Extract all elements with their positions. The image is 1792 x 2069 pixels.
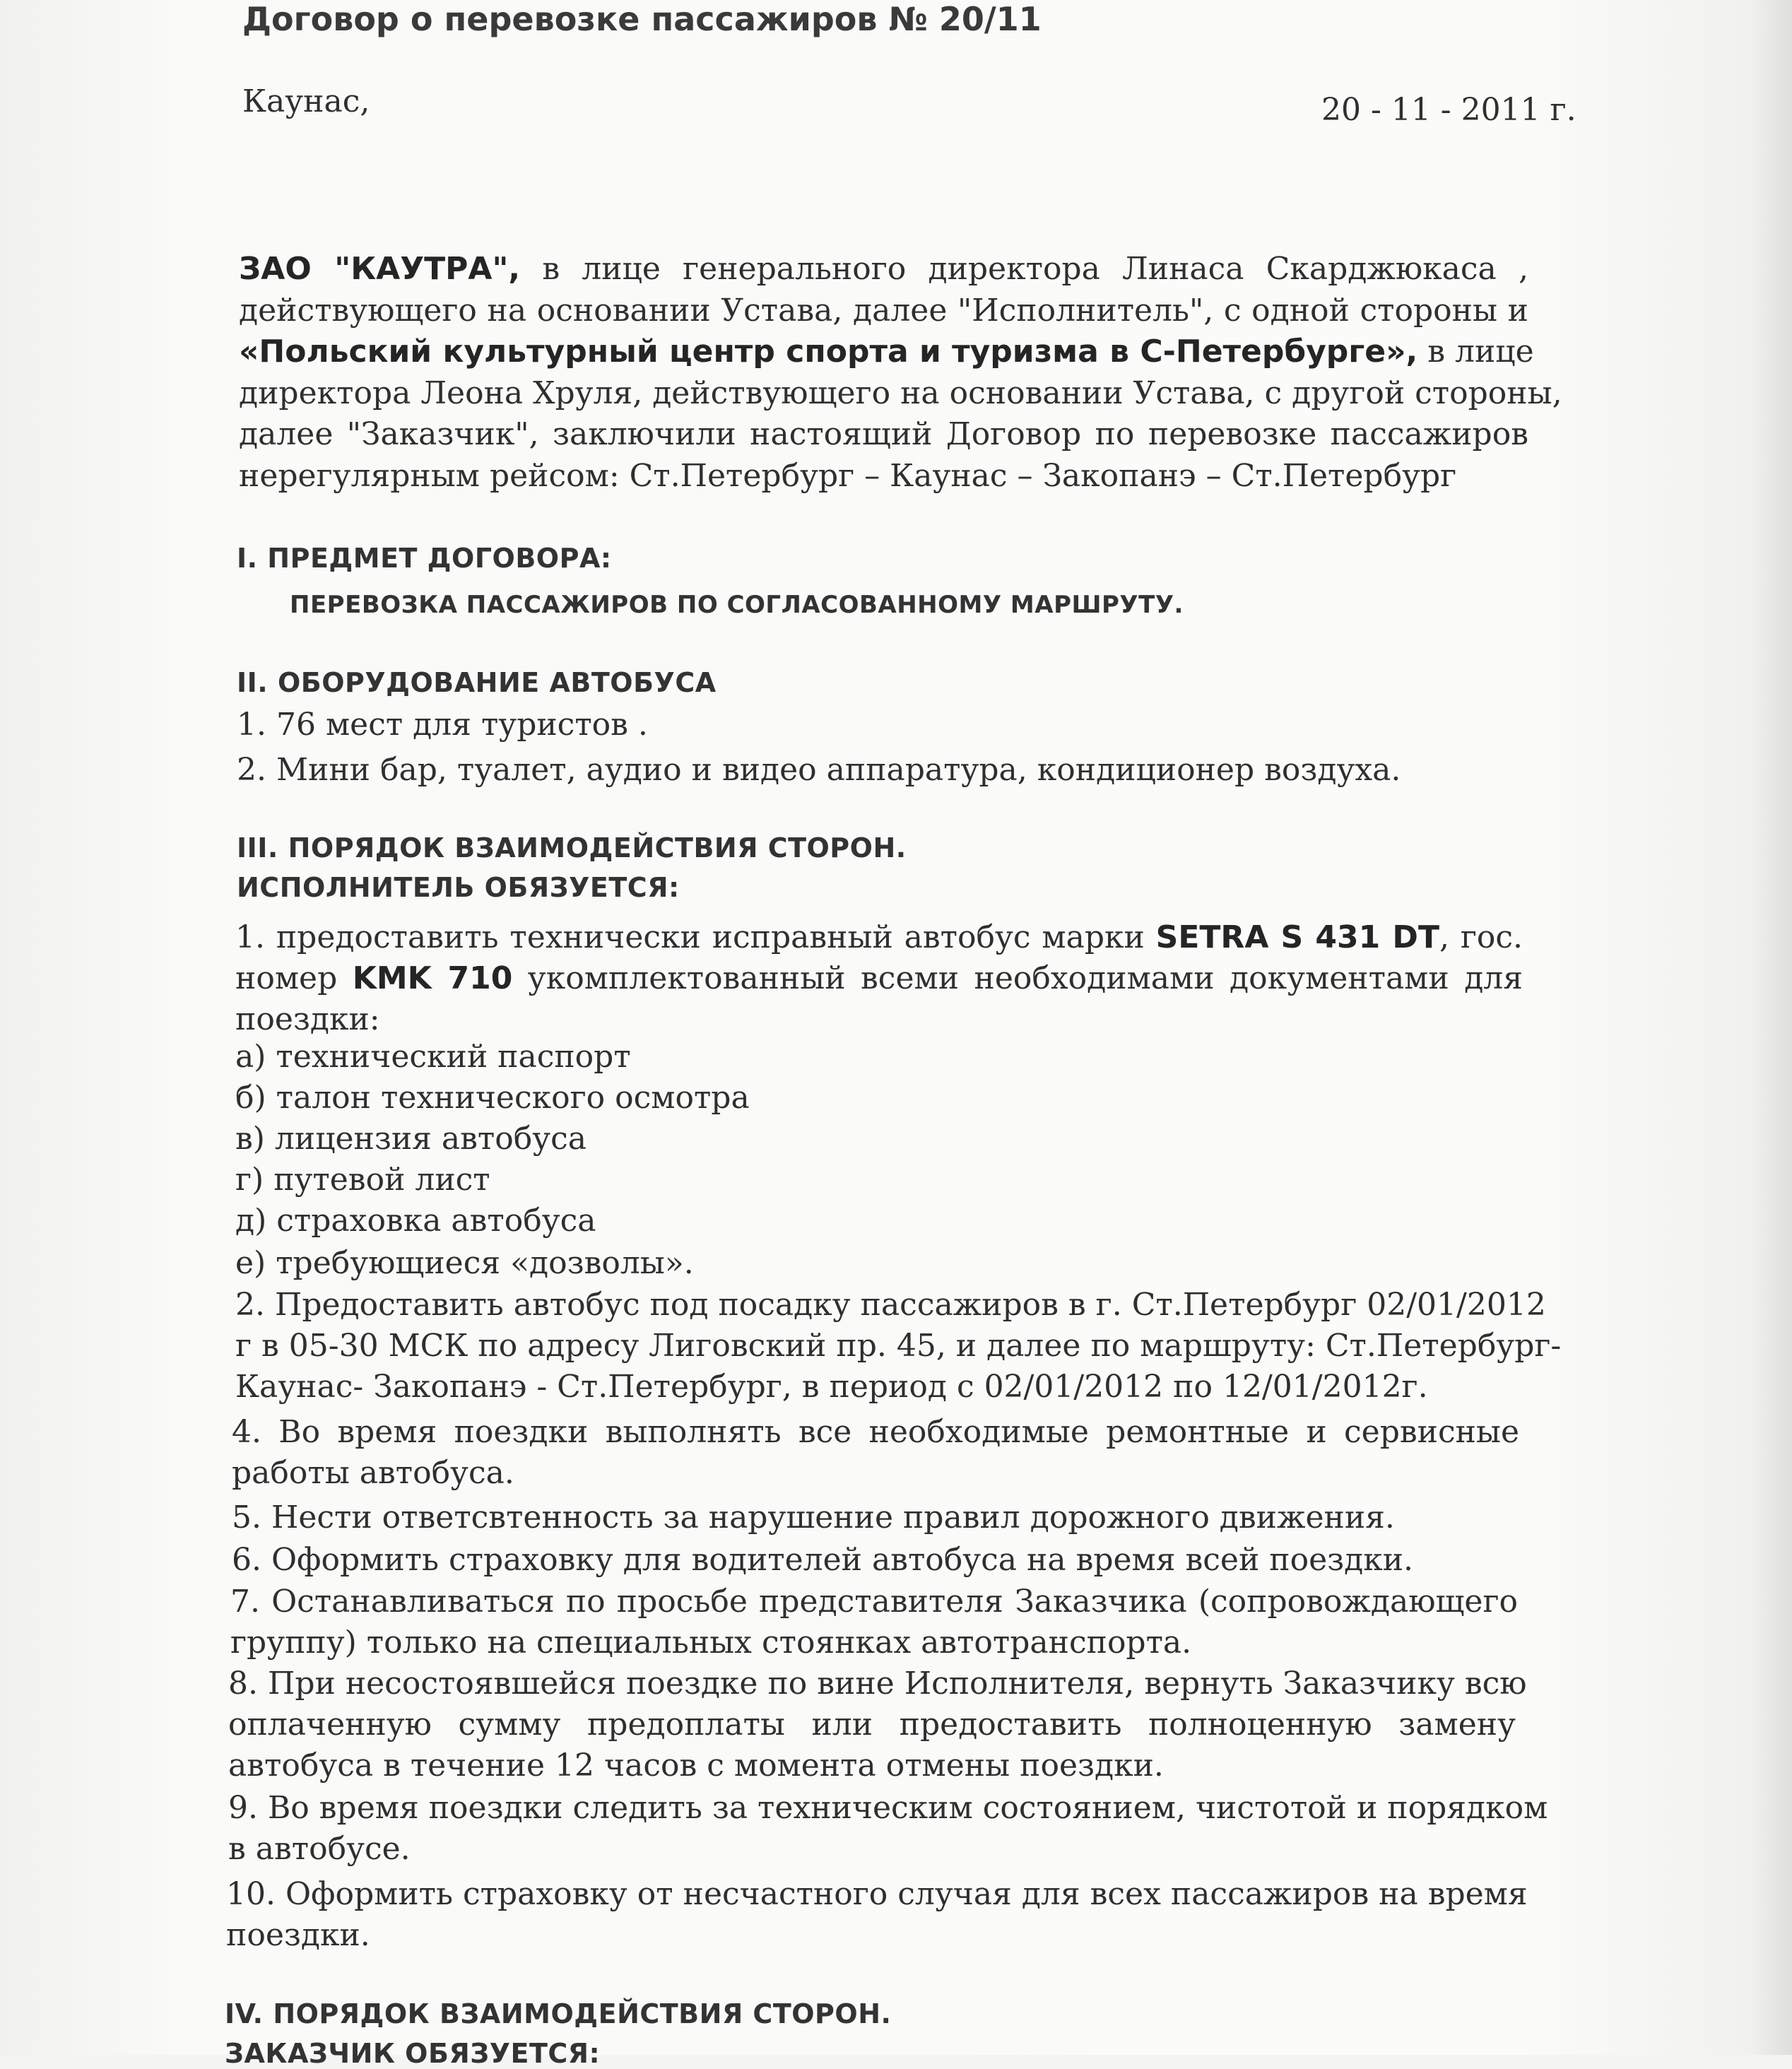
document-item: г) путевой лист (235, 1162, 490, 1198)
section-1-heading: I. ПРЕДМЕТ ДОГОВОРА: (237, 543, 612, 574)
obligation-7 (230, 1581, 1518, 1663)
obligation-text: укомплектованный всеми необходимами документами для (512, 960, 1523, 996)
obligation-8 (228, 1663, 1527, 1786)
section-4-heading: IV. ПОРЯДОК ВЗАИМОДЕЙСТВИЯ СТОРОН. (225, 1998, 892, 2029)
obligation-text: номер (235, 960, 353, 996)
obligation-line: 2. Предоставить автобус под посадку пассажиров в г. Ст.Петербург 02/01/2012 (235, 1287, 1546, 1323)
obligation-line: группу) только на специальных стоянках автотранспорта. (230, 1625, 1192, 1661)
document-item: е) требующиеся «дозволы». (235, 1245, 694, 1281)
client-name: «Польский культурный центр спорта и туризма в С-Петербурге», (239, 334, 1418, 370)
obligation-line: 9. Во время поездки следить за техническим состоянием, чистотой и порядком (228, 1790, 1548, 1826)
document-item: б) талон технического осмотра (235, 1080, 750, 1116)
intro-line: действующего на основании Устава, далее "Исполнитель", с одной стороны и (239, 292, 1528, 329)
obligation-line: оплаченную сумму предоплаты или предоставить полноценную замену (228, 1707, 1516, 1743)
section-3-subheading: ИСПОЛНИТЕЛЬ ОБЯЗУЕТСЯ: (237, 872, 680, 903)
bus-plate: KMK 710 (352, 960, 513, 996)
document-item: а) технический паспорт (235, 1039, 631, 1075)
document-item: д) страховка автобуса (235, 1203, 596, 1239)
intro-line: директора Леона Хруля, действующего на основании Устава, с другой стороны, (239, 375, 1562, 411)
obligation-9 (228, 1788, 1548, 1870)
obligation-line (235, 958, 1523, 999)
obligation-5: 5. Нести ответсвтенность за нарушение правил дорожного движения. (232, 1499, 1395, 1535)
obligation-1 (235, 917, 1523, 1040)
document-title: Договор о перевозке пассажиров № 20/11 (242, 0, 1042, 38)
document-item: в) лицензия автобуса (235, 1121, 587, 1157)
intro-line (239, 331, 1534, 373)
obligation-line: автобуса в течение 12 часов с момента отмены поездки. (228, 1747, 1164, 1784)
obligation-line: 4. Во время поездки выполнять все необходимые ремонтные и сервисные (232, 1414, 1519, 1450)
equipment-item: 2. Мини бар, туалет, аудио и видео аппаратура, кондиционер воздуха. (237, 752, 1401, 788)
section-1-text: ПЕРЕВОЗКА ПАССАЖИРОВ ПО СОГЛАСОВАННОМУ МАРШРУТУ. (290, 591, 1184, 619)
page-edge-shadow (1750, 0, 1792, 2055)
obligation-6: 6. Оформить страховку для водителей автобуса на время всей поездки. (232, 1542, 1414, 1578)
obligation-line: поездки: (235, 1001, 380, 1037)
intro-line: нерегулярным рейсом: Ст.Петербург – Каунас – Закопанэ – Ст.Петербург (239, 457, 1457, 494)
obligation-text: 1. предоставить технически исправный автобус марки (235, 919, 1156, 955)
intro-paragraph (239, 249, 1562, 497)
bus-model: SETRA S 431 DT (1155, 919, 1439, 955)
section-3-heading: III. ПОРЯДОК ВЗАИМОДЕЙСТВИЯ СТОРОН. (237, 832, 907, 863)
section-4-subheading: ЗАКАЗЧИК ОБЯЗУЕТСЯ: (225, 2038, 601, 2069)
obligation-line: г в 05-30 МСК по адресу Лиговский пр. 45, и далее по маршруту: Ст.Петербург- (235, 1328, 1562, 1364)
obligation-text: , гос. (1439, 919, 1523, 955)
obligation-line (235, 917, 1523, 958)
equipment-item: 1. 76 мест для туристов . (237, 707, 648, 743)
intro-text: в лице генерального директора Линаса Скарджюкаса , (520, 251, 1528, 287)
intro-text: в лице (1417, 334, 1534, 370)
obligation-line: 10. Оформить страховку от несчастного случая для всех пассажиров на время (226, 1876, 1528, 1912)
intro-line (239, 249, 1528, 290)
obligation-line: в автобусе. (228, 1831, 411, 1867)
obligation-2 (235, 1285, 1562, 1408)
obligation-line: поездки. (226, 1917, 370, 1953)
obligation-line: работы автобуса. (232, 1455, 514, 1491)
document-city: Каунас, (242, 83, 370, 119)
contractor-name: ЗАО "КАУТРА", (239, 251, 521, 287)
section-2-heading: II. ОБОРУДОВАНИЕ АВТОБУСА (237, 667, 717, 698)
intro-line: далее "Заказчик", заключили настоящий Договор по перевозке пассажиров (239, 416, 1528, 452)
obligation-10 (226, 1874, 1528, 1956)
document-date: 20 - 11 - 2011 г. (1321, 92, 1576, 128)
obligation-line: Каунас- Закопанэ - Ст.Петербург, в период с 02/01/2012 по 12/01/2012г. (235, 1369, 1428, 1405)
obligation-line: 7. Останавливаться по просьбе представителя Заказчика (сопровождающего (230, 1584, 1518, 1620)
obligation-line: 8. При несостоявшейся поездке по вине Исполнителя, вернуть Заказчику всю (228, 1666, 1527, 1702)
obligation-4 (232, 1412, 1519, 1494)
